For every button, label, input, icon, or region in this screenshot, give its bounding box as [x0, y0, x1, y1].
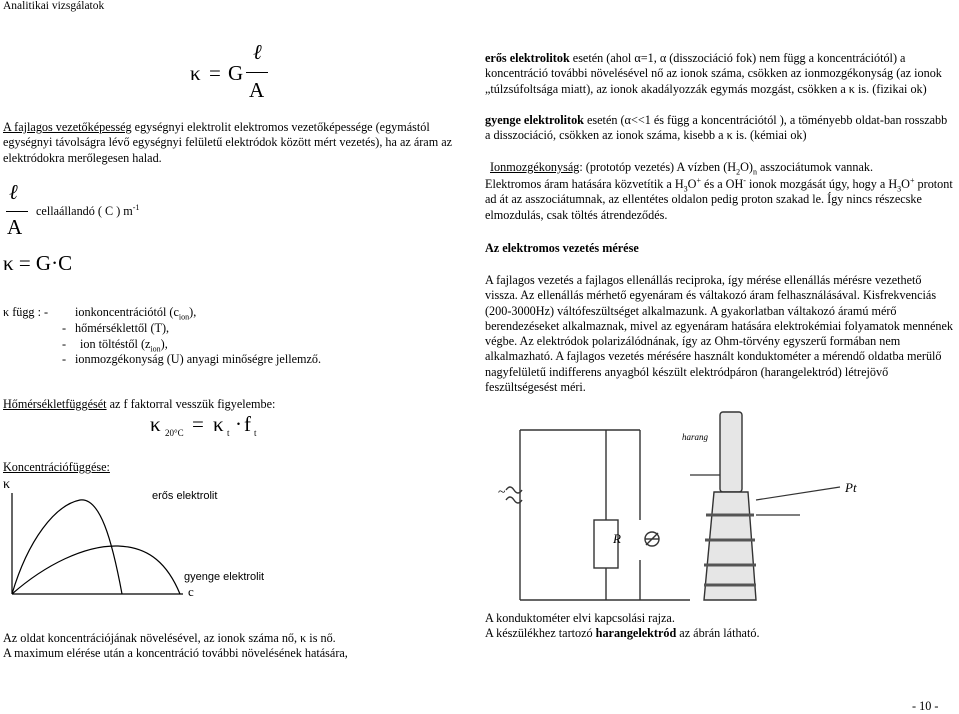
temperature-heading: Hőmérsékletfüggését	[3, 397, 107, 411]
figure-caption-1: A konduktométer elvi kapcsolási rajza.	[485, 611, 675, 625]
strong-electrolyte-label: erős elektrolit	[152, 490, 218, 502]
depends-item: hőmérséklettől (T),	[75, 321, 170, 335]
conc-text-line1: Az oldat koncentrációjának növelésével, az ionok száma nő, κ is nő.	[3, 631, 336, 645]
resistor-label: R	[613, 531, 621, 546]
depends-item: ion töltéstől $(z_{ion})$,	[80, 337, 168, 354]
conc-text-line2: A maximum elérése után a koncentráció további növelésének hatására,	[3, 646, 348, 660]
weak-electrolytes-paragraph: gyenge elektrolitok esetén (α<<1 és függ a koncentrációtól ), a töményebb oldat-ban rosszabb a disszociáció, csökken az ionok száma, kisebb a κ is. (kémiai ok)	[485, 113, 948, 143]
ac-source-label: ~	[498, 485, 506, 500]
equals-sign: =	[209, 61, 221, 85]
definition-paragraph: A fajlagos vezetőképesség egységnyi elektrolit elektromos vezetőképessége (egymástól egységnyi távolságra lévő egységnyi felületű elektródok között mért vezetés), ha az áram az elektródokra merőlegesen halad.	[3, 120, 453, 165]
g-symbol: G	[228, 61, 244, 85]
cell-constant-label: cellaállandó ( C ) $m^{-1}$	[36, 202, 140, 218]
concentration-heading: Koncentrációfüggése:	[3, 460, 110, 474]
depends-item: ionkoncentrációtól $(c_{ion})$,	[75, 305, 197, 322]
pt-label: Pt	[845, 480, 857, 495]
measurement-heading: Az elektromos vezetés mérése	[485, 241, 639, 255]
cell-num: ℓ	[9, 180, 18, 204]
page-number: - 10 -	[912, 699, 939, 713]
fraction-denominator: A	[249, 78, 265, 102]
mobility-line: Ionmozgékonyság: (prototóp vezetés) A vízben $(H_2O)_n$ asszociátumok vannak.	[490, 160, 874, 177]
depends-dash: -	[62, 321, 67, 335]
graph-y-label: κ	[3, 477, 11, 492]
kappa-symbol: κ	[190, 61, 201, 85]
pt-pointer-line	[756, 487, 840, 500]
mobility-paragraph: Elektromos áram hatására közvetítik a $H_3O^+$ és a OH- ionok mozgását úgy, hogy a $H_3O^+$ protont ad át az asszociátumnak, az ellentétes oldalon pedig proton szakad le. Így nincs részecske elmozdulás, csak töltés átrendeződés.	[485, 175, 953, 222]
bell-electrode-stem	[720, 412, 742, 492]
strong-electrolytes-paragraph: erős elektrolitok esetén (ahol α=1, α (disszociáció fok) nem függ a koncentrációtól) a koncentráció további növelésével nő az ionok száma, csökken az ionmozgékonyság (az ionok „túlzsúfoltsága miatt), az ionok akadályozzák egymás mozgást, csökken a κ is. (fizikai ok)	[485, 51, 942, 96]
bell-label: harang	[682, 432, 709, 442]
definition-term: A fajlagos vezetőképesség	[3, 120, 132, 134]
figure-caption-2: A készülékhez tartozó harangelektród az ábrán látható.	[485, 626, 760, 640]
temperature-sentence: Hőmérsékletfüggését az f faktorral vesszük figyelembe:	[3, 397, 276, 411]
measurement-paragraph: A fajlagos vezetés a fajlagos ellenállás reciproka, így mérése ellenállás mérésre vezethető vissza. Az ellenállás mérhető egyenáram és váltakozó áram felhasználásával. Kisfrekvenciás (200-3000Hz) váltófeszültséget alkalmazunk. A gyakorlatban váltakozó áramú mérő berendezéseket alkalmaznak, mivel az egyenáram hatására elektrokémiai folyamatok mennének végbe. Az elektródok polarizálódnának, így az Ohm-törvény egyszerű formában nem alkalmazható. A fajlagos vezetés mérésére használt konduktométer a mérendő oldatba merülő nagyfelületű indifferens anyagból készült elektródpáron (harangelektród) létrejövő feszültségesést méri.	[485, 273, 953, 395]
weak-electrolyte-label: gyenge elektrolit	[184, 571, 265, 583]
temperature-formula: κ 20°C = κ t · f t	[150, 412, 257, 438]
fraction-numerator: ℓ	[253, 40, 262, 64]
depends-dash: -	[62, 352, 67, 366]
formula-kappa-gc: κ = G·C	[3, 251, 73, 275]
cell-den: A	[7, 215, 23, 239]
graph-x-label: c	[188, 584, 194, 599]
depends-item: ionmozgékonyság (U) anyagi minőségre jellemző.	[75, 352, 322, 366]
depends-dash: -	[62, 337, 67, 351]
running-header: Analitikai vizsgálatok	[3, 0, 105, 12]
depends-lead: κ függ : -	[3, 305, 49, 319]
